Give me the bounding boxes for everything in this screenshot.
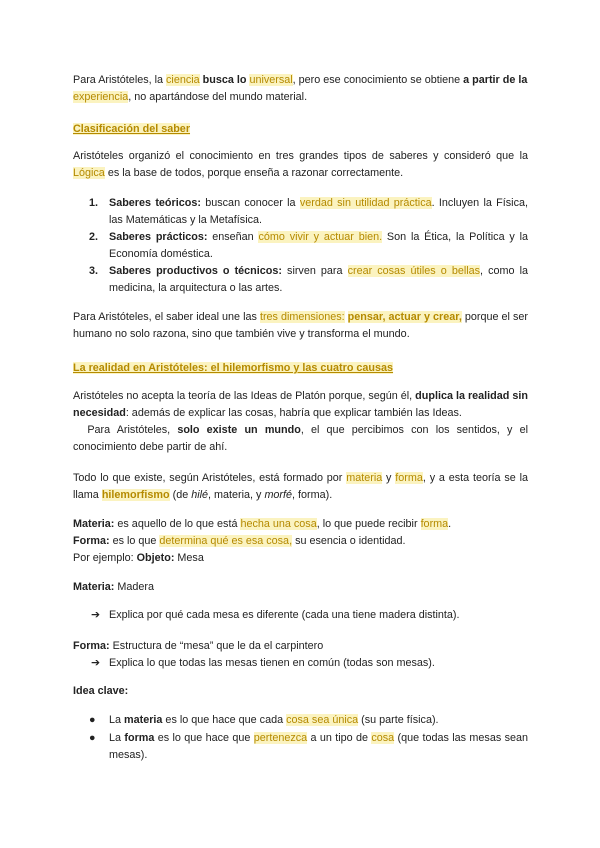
list-item: ● La forma es lo que hace que pertenezca a un tipo de cosa (que todas las mesas sean mesas). [89,732,528,761]
paragraph-platon: Aristóteles no acepta la teoría de las Ideas de Platón porque, según él, duplica la realidad sin necesidad: además de explicar las cosas, habría que explicar también las Ideas. Para Aristóteles, solo existe un mundo, el que percibimos con los sentidos, y el conocimiento debe partir de ahí. [73,390,532,453]
arrow-icon: ➔ [91,609,101,621]
forma-definition: Forma: es lo que determina qué es esa cosa, su esencia o identidad. [73,535,406,547]
idea-clave-list [73,712,528,764]
highlight-ciencia: ciencia [166,74,200,86]
saberes-list [73,195,528,297]
example-line: Por ejemplo: Objeto: Mesa [73,552,204,564]
section-heading-clasificacion: Clasificación del saber [73,123,191,135]
paragraph-saber-ideal: Para Aristóteles, el saber ideal une las tres dimensiones: pensar, actuar y crear, porque el ser humano no solo razona, sino que también vive y transforma el mundo. [73,311,528,340]
materia-arrow-bullet: ➔ Explica por qué cada mesa es diferente (cada una tiene madera distinta). [73,607,528,624]
list-item: ● La materia es lo que hace que cada cosa sea única (su parte física). [73,712,528,729]
forma-example: Forma: Estructura de “mesa” que le da el carpintero ➔ Explica lo que todas las mesas tienen en común (todas son mesas). [73,638,528,672]
bullet-icon: ● [89,714,96,726]
idea-clave-heading: Idea clave: [73,685,129,697]
definitions [73,516,528,567]
paragraph-logica: Aristóteles organizó el conocimiento en tres grandes tipos de saberes y consideró que la Lógica es la base de todos, porque enseña a razonar correctamente. [73,150,528,179]
highlight-universal: universal [249,74,293,86]
list-item: 3. Saberes productivos o técnicos: sirven para crear cosas útiles o bellas, como la medicina, la arquitectura o las artes. [89,265,528,294]
arrow-icon: ➔ [91,657,101,669]
bullet-icon: ● [89,732,96,744]
list-item: 1. Saberes teóricos: buscan conocer la verdad sin utilidad práctica. Incluyen la Física, las Matemáticas y la Metafísica. [89,197,528,226]
intro-paragraph: Para Aristóteles, la ciencia busca lo universal, pero ese conocimiento se obtiene a partir de la experiencia, no apartándose del mundo material. [73,74,528,103]
paragraph-hilemorfismo: Todo lo que existe, según Aristóteles, está formado por materia y forma, y a esta teoría se la llama hilemorfismo (de hilé, materia, y morfé, forma). [73,472,528,501]
list-item: 2. Saberes prácticos: enseñan cómo vivir y actuar bien. Son la Ética, la Política y la Economía doméstica. [89,231,528,260]
materia-example: Materia: Madera [73,581,155,593]
highlight-experiencia: experiencia [73,91,129,103]
section-heading-realidad: La realidad en Aristóteles: el hilemorfismo y las cuatro causas [73,362,394,374]
materia-definition: Materia: es aquello de lo que está hecha una cosa, lo que puede recibir forma. [73,518,452,530]
highlight-logica: Lógica [73,167,105,179]
